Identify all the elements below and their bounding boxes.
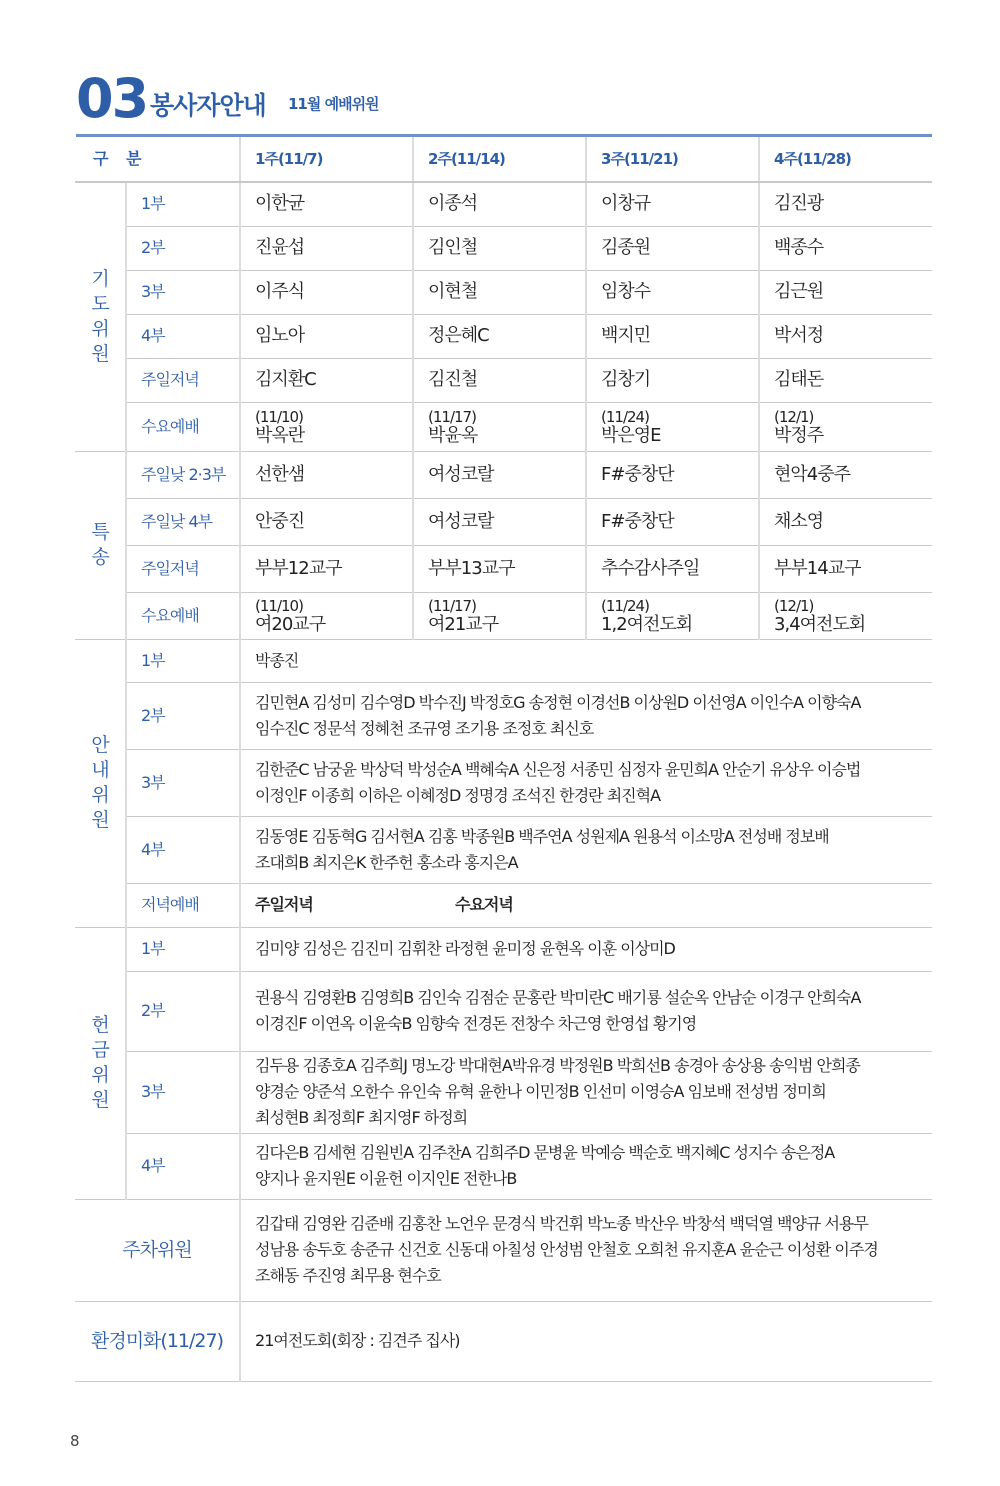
cell: 김근원 bbox=[759, 270, 932, 314]
date-label: (11/10) bbox=[255, 408, 303, 426]
table-row bbox=[75, 358, 932, 402]
cell: 박서정 bbox=[759, 314, 932, 358]
table-row bbox=[75, 1199, 932, 1301]
table-header-row bbox=[75, 137, 932, 182]
date-label: (12/1) bbox=[774, 408, 814, 426]
row-label: 주일저녁 bbox=[126, 545, 240, 592]
names-line: 김갑태 김영완 김준배 김홍찬 노언우 문경식 박건휘 박노종 박산우 박창석 백덕열 백양규 서용무 bbox=[255, 1214, 868, 1233]
names-line: 성남용 송두호 송준규 신건호 신동대 아칠성 안성범 안철호 오희천 유지훈A 윤순근 이성환 이주경 bbox=[255, 1240, 878, 1259]
names-line: 김두용 김종호A 김주희J 명노강 박대현A박유경 박정원B 박희선B 송경아 송상용 송익범 안희종 bbox=[255, 1056, 860, 1075]
row-label: 2부 bbox=[126, 226, 240, 270]
section-subtitle: 11월 예배위원 bbox=[288, 95, 379, 113]
date-label: (12/1) bbox=[774, 597, 814, 615]
names-cell bbox=[240, 816, 932, 883]
category-parking: 주차위원 bbox=[75, 1199, 240, 1301]
section-number: 03 bbox=[76, 67, 148, 130]
row-label: 2부 bbox=[126, 971, 240, 1051]
cell-name: 1,2여전도회 bbox=[601, 614, 693, 635]
category-header: 구 분 bbox=[75, 137, 240, 182]
date-label: (11/24) bbox=[601, 408, 649, 426]
category-environment: 환경미화(11/27) bbox=[75, 1301, 240, 1381]
table-row bbox=[75, 402, 932, 451]
row-label: 3부 bbox=[126, 1051, 240, 1133]
cell: 이주식 bbox=[240, 270, 413, 314]
cell-name: 여20교구 bbox=[255, 614, 326, 635]
table-row bbox=[75, 927, 932, 971]
section-title: 봉사자안내 bbox=[150, 91, 266, 120]
cell bbox=[759, 592, 932, 639]
names-cell: 김미양 김성은 김진미 김휘찬 라정현 윤미정 윤현옥 이훈 이상미D bbox=[240, 927, 932, 971]
page-number: 8 bbox=[70, 1432, 80, 1450]
table-row bbox=[75, 270, 932, 314]
table-row bbox=[75, 182, 932, 226]
table-row bbox=[75, 498, 932, 545]
cell: 임창수 bbox=[586, 270, 759, 314]
table-row bbox=[75, 1301, 932, 1381]
cell: 김종원 bbox=[586, 226, 759, 270]
names-line: 양경순 양준석 오한수 유인숙 유혁 윤한나 이민정B 인선미 이영승A 임보배 전성범 정미희 bbox=[255, 1082, 826, 1101]
cell bbox=[586, 402, 759, 451]
week-header: 2주(11/14) bbox=[413, 137, 586, 182]
table-row bbox=[75, 1051, 932, 1133]
sunday-evening-label: 주일저녁 bbox=[255, 895, 313, 914]
cell: 부부12교구 bbox=[240, 545, 413, 592]
row-label: 주일낮 4부 bbox=[126, 498, 240, 545]
category-usher: 안내위원 bbox=[75, 639, 126, 927]
week-header: 3주(11/21) bbox=[586, 137, 759, 182]
names-line: 권용식 김영환B 김영희B 김인숙 김점순 문홍란 박미란C 배기룡 설순옥 안남순 이경구 안희숙A bbox=[255, 988, 861, 1007]
cell: 백종수 bbox=[759, 226, 932, 270]
category-prayer: 기도위원 bbox=[75, 182, 126, 451]
date-label: (11/24) bbox=[601, 597, 649, 615]
cell: 정은혜C bbox=[413, 314, 586, 358]
table-row bbox=[75, 592, 932, 639]
row-label: 1부 bbox=[126, 182, 240, 226]
names-line: 김동영E 김동혁G 김서현A 김홍 박종원B 백주연A 성원제A 원용석 이소망A 전성배 정보배 bbox=[255, 826, 829, 846]
cell bbox=[413, 592, 586, 639]
names-line: 양지나 윤지원E 이윤헌 이지인E 전한나B bbox=[255, 1169, 517, 1188]
cell-name: 여21교구 bbox=[428, 614, 499, 635]
row-label: 4부 bbox=[126, 816, 240, 883]
row-label: 주일낮 2·3부 bbox=[126, 451, 240, 498]
week-header: 1주(11/7) bbox=[240, 137, 413, 182]
table-row bbox=[75, 1133, 932, 1199]
cell: 김태돈 bbox=[759, 358, 932, 402]
date-label: (11/10) bbox=[255, 597, 303, 615]
evening-cell bbox=[240, 883, 932, 927]
cell: 현악4중주 bbox=[759, 451, 932, 498]
wednesday-evening-label: 수요저녁 bbox=[455, 895, 513, 914]
cell bbox=[240, 402, 413, 451]
row-label: 1부 bbox=[126, 639, 240, 682]
environment-cell: 21여전도회(회장 : 김견주 집사) bbox=[240, 1301, 932, 1381]
cell: 채소영 bbox=[759, 498, 932, 545]
table-row bbox=[75, 682, 932, 749]
week-header: 4주(11/28) bbox=[759, 137, 932, 182]
cell-name: 박은영E bbox=[601, 425, 661, 446]
cell-name: 박윤옥 bbox=[428, 425, 478, 446]
table-row bbox=[75, 971, 932, 1051]
cell: 김창기 bbox=[586, 358, 759, 402]
cell: 진윤섭 bbox=[240, 226, 413, 270]
names-line: 조대희B 최지은K 한주헌 홍소라 홍지은A bbox=[255, 852, 518, 872]
names-line: 이경진F 이연옥 이윤숙B 임향숙 전경돈 전창수 차근영 한영섭 황기영 bbox=[255, 1014, 697, 1033]
cell-name: 박옥란 bbox=[255, 425, 305, 446]
cell: 여성코랄 bbox=[413, 498, 586, 545]
category-special: 특송 bbox=[75, 451, 126, 639]
row-label: 3부 bbox=[126, 270, 240, 314]
cell-name: 3,4여전도회 bbox=[774, 614, 866, 635]
table-row bbox=[75, 451, 932, 498]
cell: 김인철 bbox=[413, 226, 586, 270]
table-row bbox=[75, 226, 932, 270]
names-cell bbox=[240, 682, 932, 749]
table-row bbox=[75, 639, 932, 682]
row-label: 주일저녁 bbox=[126, 358, 240, 402]
table-row bbox=[75, 816, 932, 883]
cell: 부부13교구 bbox=[413, 545, 586, 592]
names-line: 김다은B 김세현 김원빈A 김주찬A 김희주D 문병윤 박예승 백순호 백지혜C 성지수 송은정A bbox=[255, 1143, 835, 1162]
cell bbox=[240, 592, 413, 639]
names-cell bbox=[240, 1199, 932, 1301]
row-label: 4부 bbox=[126, 314, 240, 358]
row-label: 수요예배 bbox=[126, 592, 240, 639]
volunteer-table bbox=[75, 137, 932, 1382]
cell bbox=[586, 592, 759, 639]
cell: 김진철 bbox=[413, 358, 586, 402]
date-label: (11/17) bbox=[428, 408, 476, 426]
row-label: 4부 bbox=[126, 1133, 240, 1199]
cell: 김진광 bbox=[759, 182, 932, 226]
cell: 추수감사주일 bbox=[586, 545, 759, 592]
cell: 임노아 bbox=[240, 314, 413, 358]
row-label: 2부 bbox=[126, 682, 240, 749]
names-line: 조해동 주진영 최무용 현수호 bbox=[255, 1266, 441, 1285]
cell: 이창규 bbox=[586, 182, 759, 226]
cell bbox=[759, 402, 932, 451]
cell: 이한균 bbox=[240, 182, 413, 226]
category-offering: 헌금위원 bbox=[75, 927, 126, 1199]
cell: F#중창단 bbox=[586, 498, 759, 545]
cell: F#중창단 bbox=[586, 451, 759, 498]
names-line: 최성현B 최정희F 최지영F 하정희 bbox=[255, 1108, 468, 1127]
row-label: 1부 bbox=[126, 927, 240, 971]
cell bbox=[413, 402, 586, 451]
page-header bbox=[76, 68, 932, 137]
row-label: 저녁예배 bbox=[126, 883, 240, 927]
names-line: 이정인F 이종희 이하은 이혜정D 정명경 조석진 한경란 최진혁A bbox=[255, 785, 661, 805]
cell: 백지민 bbox=[586, 314, 759, 358]
names-cell: 박종진 bbox=[240, 639, 932, 682]
names-line: 김한준C 남궁윤 박상덕 박성순A 백혜숙A 신은정 서종민 심정자 윤민희A 안순기 유상우 이승법 bbox=[255, 759, 861, 779]
cell-name: 박정주 bbox=[774, 425, 824, 446]
date-label: (11/17) bbox=[428, 597, 476, 615]
cell: 이현철 bbox=[413, 270, 586, 314]
cell: 부부14교구 bbox=[759, 545, 932, 592]
row-label: 3부 bbox=[126, 749, 240, 816]
table-row bbox=[75, 883, 932, 927]
table-row bbox=[75, 749, 932, 816]
names-cell bbox=[240, 1051, 932, 1133]
names-line: 김민현A 김성미 김수영D 박수진J 박정호G 송정현 이경선B 이상원D 이선영A 이인수A 이향숙A bbox=[255, 692, 861, 712]
names-line: 임수진C 정문석 정혜천 조규영 조기용 조정호 최신호 bbox=[255, 718, 594, 738]
cell: 안중진 bbox=[240, 498, 413, 545]
cell: 여성코랄 bbox=[413, 451, 586, 498]
cell: 선한샘 bbox=[240, 451, 413, 498]
names-cell bbox=[240, 749, 932, 816]
cell: 김지환C bbox=[240, 358, 413, 402]
names-cell bbox=[240, 971, 932, 1051]
table-row bbox=[75, 314, 932, 358]
names-cell bbox=[240, 1133, 932, 1199]
cell: 이종석 bbox=[413, 182, 586, 226]
row-label: 수요예배 bbox=[126, 402, 240, 451]
table-row bbox=[75, 545, 932, 592]
